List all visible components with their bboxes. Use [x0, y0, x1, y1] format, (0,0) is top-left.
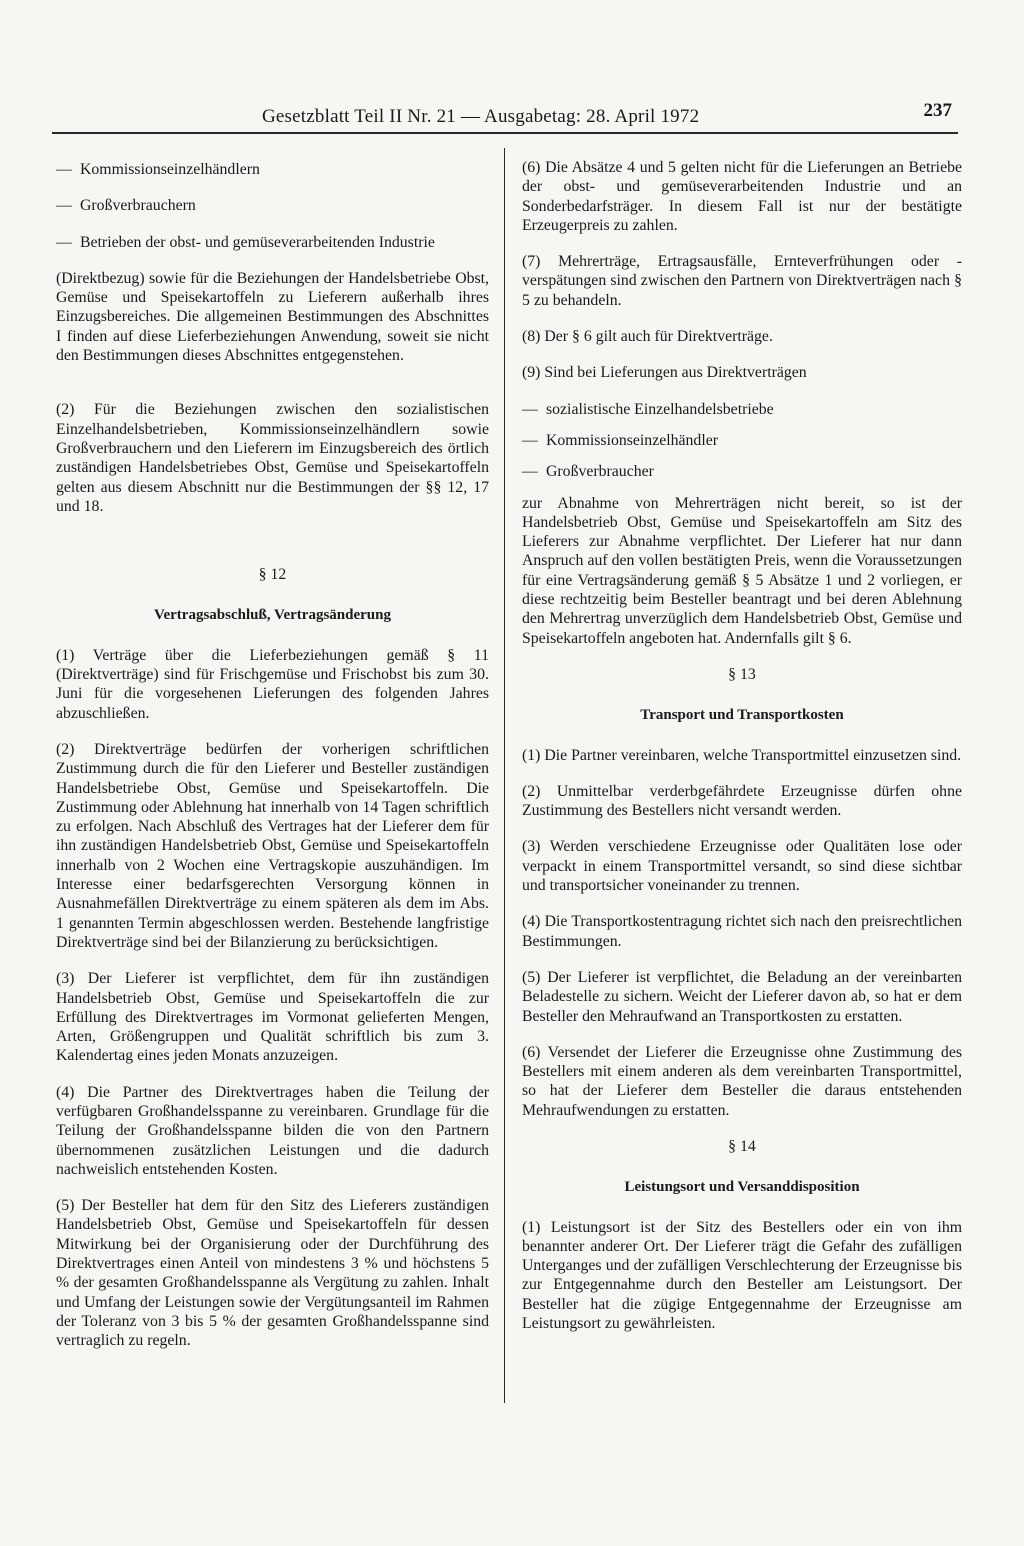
paragraph: (9) Sind bei Lieferungen aus Direktverträgen	[522, 364, 807, 382]
page-number: 237	[923, 100, 952, 121]
paragraph: (1) Die Partner vereinbaren, welche Transportmittel einzusetzen sind.	[522, 746, 962, 764]
paragraph: zur Abnahme von Mehrerträgen nicht bereit, so ist der Handelsbetrieb Obst, Gemüse und Speisekartoffeln am Sitz des Lieferers zur Abnahme verpflichtet. Der Lieferer hat nur dann Anspruch auf den vollen bestätigten Preis, wenn die Voraussetzungen für eine Vertragsänderung gemäß § 5 Absätze 1 und 2 vorliegen, er diese rechtzeitig beim Besteller beantragt und bei deren Ablehnung den Mehrertrag unverzüglich dem Handelsbetrieb Obst, Gemüse und Speisekartoffeln angeboten hat. Andernfalls gilt § 6.	[522, 494, 962, 647]
paragraph: (3) Der Lieferer ist verpflichtet, dem für ihn zuständigen Handelsbetrieb Obst, Gemüse und Speisekartoffeln die zur Erfüllung des Direktvertrages im Vormonat gelieferten Mengen, Arten, Größengruppen und Qualität schriftlich bis zum 3. Kalendertag eines jeden Monats anzuzeigen.	[56, 970, 489, 1065]
list-item: — Betrieben der obst- und gemüseverarbeitenden Industrie	[56, 233, 435, 251]
column-divider	[504, 148, 505, 1403]
paragraph: (1) Leistungsort ist der Sitz des Bestellers oder ein von ihm benannter anderer Ort. Der Lieferer trägt die Gefahr des zufälligen Unterganges und der zufälligen Verschlechterung der Erzeugnisse bis zur Entgegennahme durch den Besteller am Leistungsort. Der Besteller hat die zügige Entgegennahme der Erzeugnisse am Leistungsort zu gewährleisten.	[522, 1218, 962, 1333]
paragraph: (Direktbezug) sowie für die Beziehungen der Handelsbetriebe Obst, Gemüse und Speisekartoffeln zu Lieferern außerhalb ihres Einzugsbereiches. Die allgemeinen Bestimmungen des Abschnittes I finden auf diese Lieferbeziehungen Anwendung, soweit sie nicht den Bestimmungen dieses Abschnittes entgegenstehen.	[56, 269, 489, 365]
paragraph: (2) Unmittelbar verderbgefährdete Erzeugnisse dürfen ohne Zustimmung des Bestellers nicht versandt werden.	[522, 782, 962, 820]
section-title: Vertragsabschluß, Vertragsänderung	[154, 607, 391, 624]
paragraph: (4) Die Partner des Direktvertrages haben die Teilung der verfügbaren Großhandelsspanne zu vereinbaren. Grundlage für die Teilung der Großhandelsspanne bilden die von den Partnern übernommenen zusätzlichen Leistungen und die dadurch nachweislich entstehenden Kosten.	[56, 1083, 489, 1178]
section-number: § 12	[258, 566, 287, 584]
list-item: — Großverbraucher	[522, 463, 654, 481]
right-column	[522, 158, 962, 1350]
section-number: § 13	[728, 665, 756, 683]
page-header	[52, 98, 958, 134]
left-column	[56, 160, 489, 1368]
paragraph: (1) Verträge über die Lieferbeziehungen gemäß § 11 (Direktverträge) sind für Frischgemüse und Frischobst bis zum 30. Juni für die vorgesehenen Lieferungen des folgenden Jahres abzuschließen.	[56, 646, 489, 722]
paragraph: (2) Direktverträge bedürfen der vorherigen schriftlichen Zustimmung durch die für den Lieferer und Besteller zuständigen Handelsbetriebe Obst, Gemüse und Speisekartoffeln. Die Zustimmung oder Ablehnung hat innerhalb von 14 Tagen schriftlich zu erfolgen. Nach Abschluß des Vertrages hat der Lieferer dem für ihn zuständigen Handelsbetrieb Obst, Gemüse und Speisekartoffeln innerhalb von 2 Wochen eine Vertragskopie auszuhändigen. Im Interesse einer bedarfsgerechten Versorgung können in Ausnahmefällen Direktverträge zu einem späteren als dem im Abs. 1 genannten Termin abgeschlossen werden. Bestehende langfristige Direktverträge sind bei der Bilanzierung zu berücksichtigen.	[56, 740, 489, 951]
list-item: — Kommissionseinzelhändler	[522, 431, 718, 449]
paragraph: (3) Werden verschiedene Erzeugnisse oder Qualitäten lose oder verpackt in einem Transportmittel versandt, so sind diese sichtbar und transportsicher voneinander zu trennen.	[522, 838, 962, 895]
paragraph: (5) Der Besteller hat dem für den Sitz des Lieferers zuständigen Handelsbetrieb Obst, Gemüse und Speisekartoffeln für dessen Mitwirkung bei der Organisierung oder der Durchführung des Direktvertrages einen Anteil von mindestens 3 % und höchstens 5 % der gesamten Großhandelsspanne als Vergütung zu zahlen. Inhalt und Umfang der Leistungen sowie der Vergütungsanteil im Rahmen der Toleranz von 3 bis 5 % der gesamten Großhandelsspanne sind vertraglich zu regeln.	[56, 1197, 489, 1350]
section-title: Transport und Transportkosten	[640, 707, 844, 724]
list-item: — Großverbrauchern	[56, 197, 196, 215]
section-number: § 14	[728, 1137, 756, 1155]
paragraph: (5) Der Lieferer ist verpflichtet, die Beladung an der vereinbarten Beladestelle zu sichern. Weicht der Lieferer davon ab, so hat er dem Besteller den Mehraufwand an Transportkosten zu erstatten.	[522, 968, 962, 1025]
section-title: Leistungsort und Versanddisposition	[624, 1179, 860, 1196]
paragraph: (4) Die Transportkostentragung richtet sich nach den preisrechtlichen Bestimmungen.	[522, 913, 962, 950]
header-title: Gesetzblatt Teil II Nr. 21 — Ausgabetag: 28. April 1972	[262, 106, 700, 127]
paragraph: (2) Für die Beziehungen zwischen den sozialistischen Einzelhandelsbetrieben, Kommissionseinzelhändlern sowie Großverbrauchern und den Lieferern im Einzugsbereich des örtlich zuständigen Handelsbetriebes Obst, Gemüse und Speisekartoffeln gelten aus diesem Abschnitt nur die Bestimmungen der §§ 12, 17 und 18.	[56, 401, 489, 515]
paragraph: (6) Versendet der Lieferer die Erzeugnisse ohne Zustimmung des Bestellers mit einem anderen als dem vereinbarten Transportmittel, so hat der Lieferer dem Besteller die daraus entstehenden Mehraufwendungen zu erstatten.	[522, 1043, 962, 1119]
paragraph: (7) Mehrerträge, Ertragsausfälle, Ernteverfrühungen oder -verspätungen sind zwischen den Partnern von Direktverträgen nach § 5 zu behandeln.	[522, 253, 962, 309]
paragraph: (8) Der § 6 gilt auch für Direktverträge.	[522, 328, 773, 346]
paragraph: (6) Die Absätze 4 und 5 gelten nicht für die Lieferungen an Betriebe der obst- und gemüseverarbeitenden Industrie und an Sonderbedarfsträger. In diesem Fall ist nur der bestätigte Erzeugerpreis zu zahlen.	[522, 159, 962, 234]
list-item: — Kommissionseinzelhändlern	[56, 161, 260, 178]
list-item: — sozialistische Einzelhandelsbetriebe	[522, 400, 774, 418]
